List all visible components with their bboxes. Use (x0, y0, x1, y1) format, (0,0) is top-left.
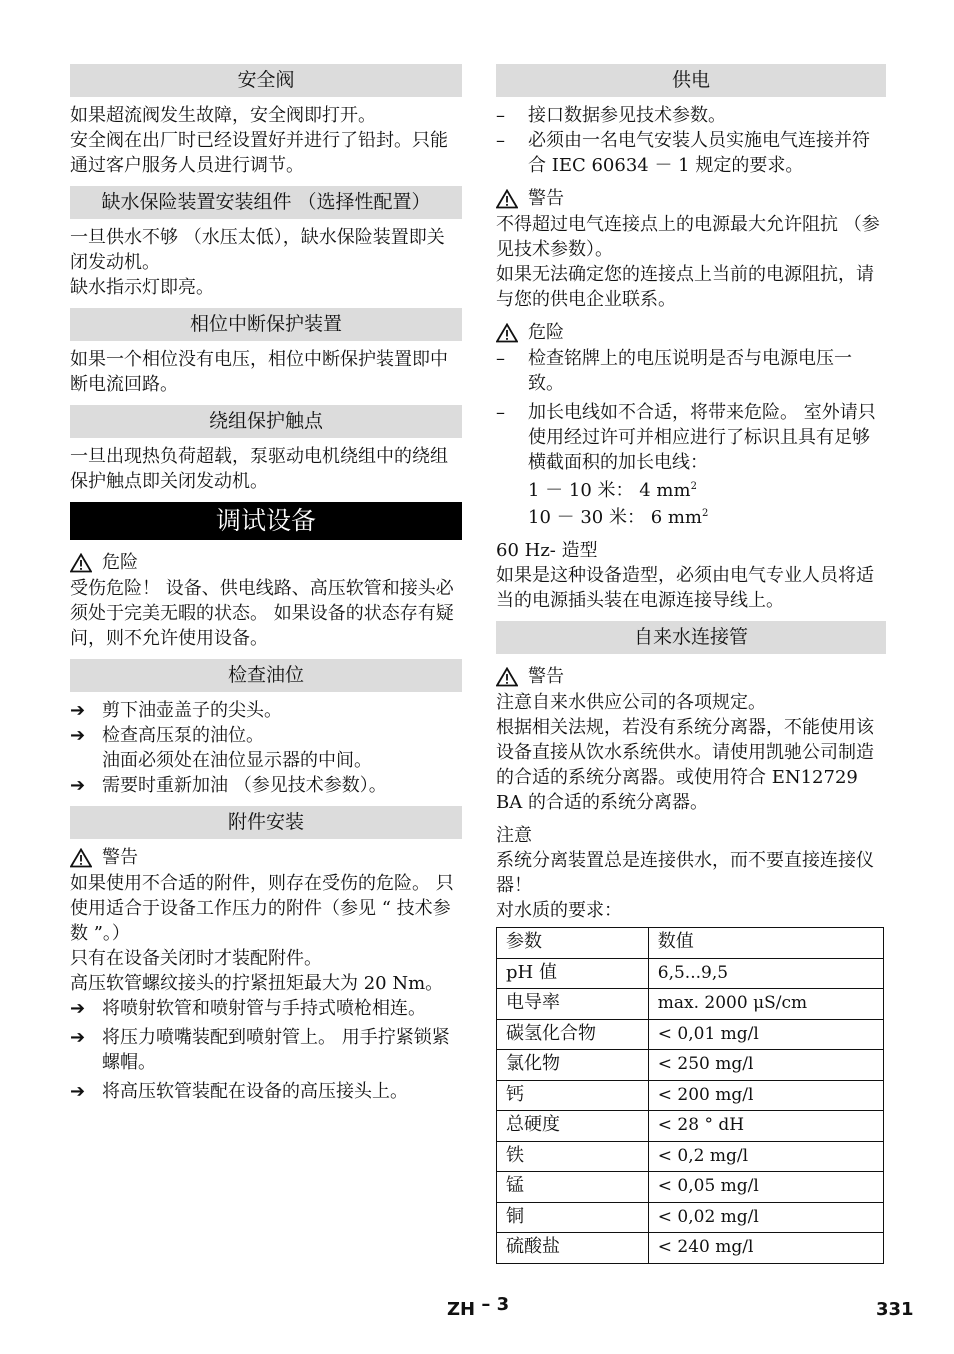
danger-notice (70, 550, 462, 575)
step-text: 将压力喷嘴装配到喷射管上。 用手拧紧锁紧螺帽。 (102, 1027, 450, 1073)
hz-title: 60 Hz- 造型 (496, 540, 598, 561)
step-text: 剪下油壶盖子的尖头。 (102, 700, 282, 721)
warning-notice (70, 845, 462, 870)
chapter-title-commissioning: 调试设备 (70, 502, 462, 540)
phase-text (70, 347, 462, 397)
hz-text (496, 563, 886, 613)
value-cell: < 250 mg/l (648, 1050, 883, 1081)
list-item (70, 773, 462, 798)
table-row (497, 1172, 884, 1203)
table-row (497, 1141, 884, 1172)
left-column (70, 64, 462, 1104)
water-warning-text (496, 690, 886, 815)
value-cell: < 28 ° dH (648, 1111, 883, 1142)
step-text: 将喷射软管和喷射管与手持式喷枪相连。 (102, 998, 426, 1019)
warning-triangle-icon (496, 323, 518, 343)
commissioning-text (70, 576, 462, 651)
text-line: 如果无法确定您的连接点上当前的电源阻抗，请与您的供电企业联系。 (496, 264, 874, 310)
power-warning-text (496, 212, 886, 312)
table-row (497, 1080, 884, 1111)
arrow-right-icon: ➔ (70, 998, 86, 1019)
table-header-cell: 参数 (497, 928, 649, 959)
text-line: 如果超流阀发生故障，安全阀即打开。 (70, 105, 376, 126)
heading-water-connection: 自来水连接管 (496, 621, 886, 654)
warning-triangle-icon (496, 667, 518, 687)
dash-bullet: – (496, 130, 505, 151)
safety-valve-text (70, 103, 462, 178)
arrow-right-icon: ➔ (70, 1081, 86, 1102)
table-row (497, 989, 884, 1020)
text-line: 不得超过电气连接点上的电源最大允许阻抗 （参见技术参数）。 (496, 214, 880, 260)
step-text: 检查高压泵的油位。 (102, 725, 264, 746)
text-line: 一旦供水不够 （水压太低），缺水保险装置即关闭发动机。 (70, 227, 445, 273)
winding-text (70, 444, 462, 494)
accessories-text (70, 871, 462, 1104)
list-item (70, 1025, 462, 1075)
value-cell: < 0,02 mg/l (648, 1202, 883, 1233)
list-item (70, 1079, 462, 1104)
oil-steps (70, 698, 462, 798)
cable-spec (496, 478, 886, 503)
footer-section: – 3 (481, 1294, 510, 1315)
heading-phase: 相位中断保护装置 (70, 308, 462, 341)
param-cell: 钙 (497, 1080, 649, 1111)
item-text: 接口数据参见技术参数。 (528, 105, 726, 126)
water-kit-text (70, 225, 462, 300)
value-cell: < 0,2 mg/l (648, 1141, 883, 1172)
warning-notice (496, 186, 886, 211)
text-line: 如果一个相位没有电压，相位中断保护装置即中断电流回路。 (70, 349, 448, 395)
note-label: 注意 (496, 825, 532, 846)
param-cell: pH 值 (497, 958, 649, 989)
power-danger-items (496, 346, 886, 530)
text-line: 如果是这种设备造型，必须由电气专业人员将适当的电源插头装在电源连接导线上。 (496, 565, 874, 611)
table-row (497, 1233, 884, 1264)
warning-triangle-icon (70, 553, 92, 573)
danger-label: 危险 (102, 552, 138, 573)
dash-bullet: – (496, 402, 505, 423)
note-text: 系统分离装置总是连接供水，而不要直接连接仪器！ (496, 850, 874, 896)
list-item (496, 400, 886, 475)
cable-spec-text: 10 － 30 米： 6 mm (528, 507, 703, 528)
value-cell: 6,5...9,5 (648, 958, 883, 989)
text-line: 注意自来水供应公司的各项规定。 (496, 692, 766, 713)
list-item (496, 128, 886, 178)
param-cell: 电导率 (497, 989, 649, 1020)
arrow-right-icon: ➔ (70, 700, 86, 721)
list-item (70, 996, 462, 1021)
param-cell: 总硬度 (497, 1111, 649, 1142)
text-line: 受伤危险！ 设备、供电线路、高压软管和接头必须处于完美无暇的状态。 如果设备的状态存有疑问，则不允许使用设备。 (70, 578, 454, 649)
warning-label: 警告 (528, 188, 564, 209)
page-number: 331 (876, 1299, 914, 1320)
superscript: 2 (702, 508, 709, 519)
text-line: 一旦出现热负荷超载，泵驱动电机绕组中的绕组保护触点即关闭发动机。 (70, 446, 448, 492)
warning-label: 警告 (528, 666, 564, 687)
dash-bullet: – (496, 348, 505, 369)
warning-triangle-icon (496, 189, 518, 209)
list-item (70, 698, 462, 723)
heading-safety-valve: 安全阀 (70, 64, 462, 97)
step-note: 油面必须处在油位显示器的中间。 (102, 750, 372, 771)
param-cell: 铜 (497, 1202, 649, 1233)
footer-language (447, 1294, 510, 1322)
arrow-right-icon: ➔ (70, 725, 86, 746)
superscript: 2 (690, 481, 697, 492)
heading-oil: 检查油位 (70, 659, 462, 692)
arrow-right-icon: ➔ (70, 1027, 86, 1048)
value-cell: < 0,01 mg/l (648, 1019, 883, 1050)
footer-lang-code: ZH (447, 1299, 476, 1320)
table-row (497, 1111, 884, 1142)
cable-spec (496, 505, 886, 530)
step-text: 需要时重新加油 （参见技术参数）。 (102, 775, 387, 796)
value-cell: < 200 mg/l (648, 1080, 883, 1111)
param-cell: 锰 (497, 1172, 649, 1203)
text-line: 高压软管螺纹接头的拧紧扭矩最大为 20 Nm。 (70, 973, 444, 994)
text-line: 如果使用不合适的附件，则存在受伤的危险。 只使用适合于设备工作压力的附件（参见 “ 技术参数 ”。） (70, 873, 454, 944)
value-cell: < 0,05 mg/l (648, 1172, 883, 1203)
value-cell: max. 2000 μS/cm (648, 989, 883, 1020)
param-cell: 氯化物 (497, 1050, 649, 1081)
arrow-right-icon: ➔ (70, 775, 86, 796)
list-item (70, 723, 462, 748)
param-cell: 硫酸盐 (497, 1233, 649, 1264)
warning-triangle-icon (70, 848, 92, 868)
text-line: 根据相关法规，若没有系统分离器，不能使用该设备直接从饮水系统供水。请使用凯驰公司制造的合适的系统分离器。或使用符合 EN12729 BA 的合适的系统分离器。 (496, 717, 874, 813)
power-items (496, 103, 886, 178)
value-cell: < 240 mg/l (648, 1233, 883, 1264)
table-row (497, 1202, 884, 1233)
table-row (497, 958, 884, 989)
danger-notice (496, 320, 886, 345)
text-line: 安全阀在出厂时已经设置好并进行了铅封。只能通过客户服务人员进行调节。 (70, 130, 448, 176)
heading-winding: 绕组保护触点 (70, 405, 462, 438)
table-header-row (497, 928, 884, 959)
step-text: 将高压软管装配在设备的高压接头上。 (102, 1081, 408, 1102)
heading-power: 供电 (496, 64, 886, 97)
requirements-label: 对水质的要求： (496, 900, 622, 921)
table-row (497, 1019, 884, 1050)
warning-label: 警告 (102, 847, 138, 868)
table-header-cell: 数值 (648, 928, 883, 959)
heading-water-kit: 缺水保险装置安装组件 （选择性配置） (70, 186, 462, 219)
table-row (497, 1050, 884, 1081)
param-cell: 碳氢化合物 (497, 1019, 649, 1050)
dash-bullet: – (496, 105, 505, 126)
item-text: 必须由一名电气安装人员实施电气连接并符合 IEC 60634 － 1 规定的要求。 (528, 130, 870, 176)
text-line: 只有在设备关闭时才装配附件。 (70, 948, 322, 969)
text-line: 缺水指示灯即亮。 (70, 277, 214, 298)
list-item (496, 103, 886, 128)
warning-notice (496, 664, 886, 689)
heading-accessories: 附件安装 (70, 806, 462, 839)
cable-spec-text: 1 － 10 米： 4 mm (528, 480, 691, 501)
right-column (496, 64, 886, 1264)
list-item (496, 346, 886, 396)
param-cell: 铁 (497, 1141, 649, 1172)
water-quality-table (496, 927, 884, 1264)
item-text: 加长电线如不合适，将带来危险。 室外请只使用经过许可并相应进行了标识且具有足够横截面积的加长电线： (528, 402, 876, 473)
item-text: 检查铭牌上的电压说明是否与电源电压一致。 (528, 348, 852, 394)
danger-label: 危险 (528, 322, 564, 343)
